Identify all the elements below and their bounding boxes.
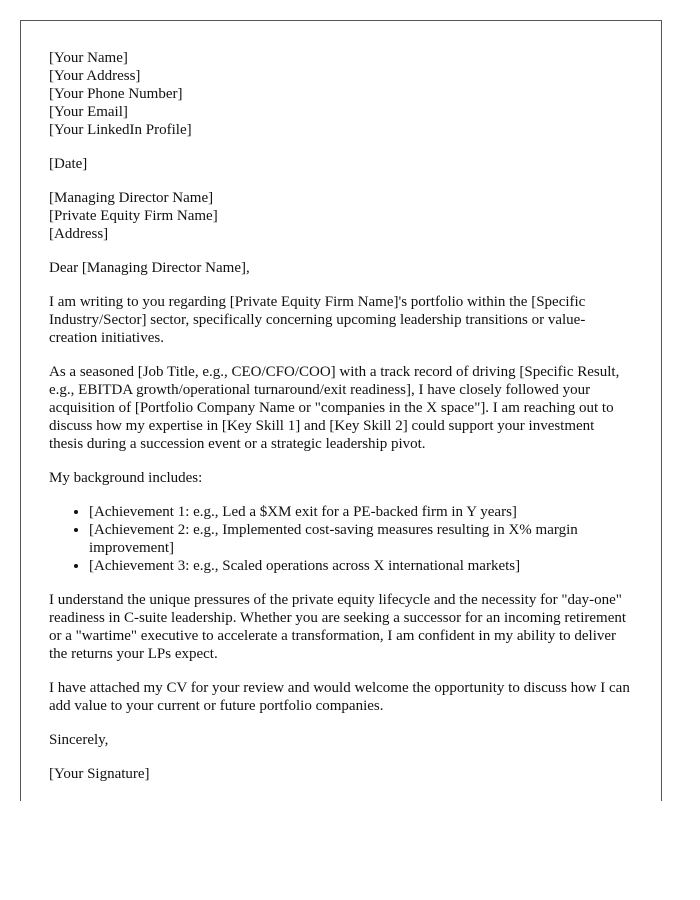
recipient-block: [49, 189, 632, 243]
body-paragraph: I am writing to you regarding [Private Equity Firm Name]'s portfolio within the [Specific Industry/Sector] sector, specifically concerning upcoming leadership transitions or value-creation initiatives.: [49, 294, 586, 346]
body-paragraph: As a seasoned [Job Title, e.g., CEO/CFO/COO] with a track record of driving [Specific Result, e.g., EBITDA growth/operational turnaround/exit readiness], I have closely followed your acquisition of [Portfolio Company Name or "companies in the X space"]. I am reaching out to discuss how my expertise in [Key Skill 1] and [Key Skill 2] could support your investment thesis during a succession event or a strategic leadership pivot.: [49, 364, 620, 452]
recipient-firm: [Private Equity Firm Name]: [49, 208, 218, 224]
body-paragraph: I understand the unique pressures of the private equity lifecycle and the necessity for "day-one" readiness in C-suite leadership. Whether you are seeking a successor for an incoming retirement or a "wartime" executive to accelerate a transformation, I am confident in my ability to deliver the returns your LPs expect.: [49, 592, 627, 662]
achievements-list: [49, 503, 632, 575]
sender-phone: [Your Phone Number]: [49, 86, 183, 102]
sender-address: [Your Address]: [49, 68, 141, 84]
background-intro: My background includes:: [49, 470, 203, 486]
sender-block: [49, 49, 632, 139]
signoff: Sincerely,: [49, 732, 109, 748]
list-item: • [Achievement 1: e.g., Led a $XM exit for a PE-backed firm in Y years]: [89, 503, 632, 521]
list-item: • [Achievement 3: e.g., Scaled operations across X international markets]: [89, 557, 632, 575]
letter-document: [20, 20, 662, 801]
date: [Date]: [49, 156, 88, 172]
sender-linkedin: [Your LinkedIn Profile]: [49, 122, 192, 138]
sender-name: [Your Name]: [49, 50, 128, 66]
recipient-address: [Address]: [49, 226, 109, 242]
list-item: • [Achievement 2: e.g., Implemented cost-saving measures resulting in X% margin improvement]: [89, 521, 632, 557]
recipient-name: [Managing Director Name]: [49, 190, 214, 206]
sender-email: [Your Email]: [49, 104, 128, 120]
salutation: Dear [Managing Director Name],: [49, 260, 250, 276]
signature: [Your Signature]: [49, 766, 150, 782]
body-paragraph: I have attached my CV for your review and would welcome the opportunity to discuss how I can add value to your current or future portfolio companies.: [49, 680, 630, 714]
